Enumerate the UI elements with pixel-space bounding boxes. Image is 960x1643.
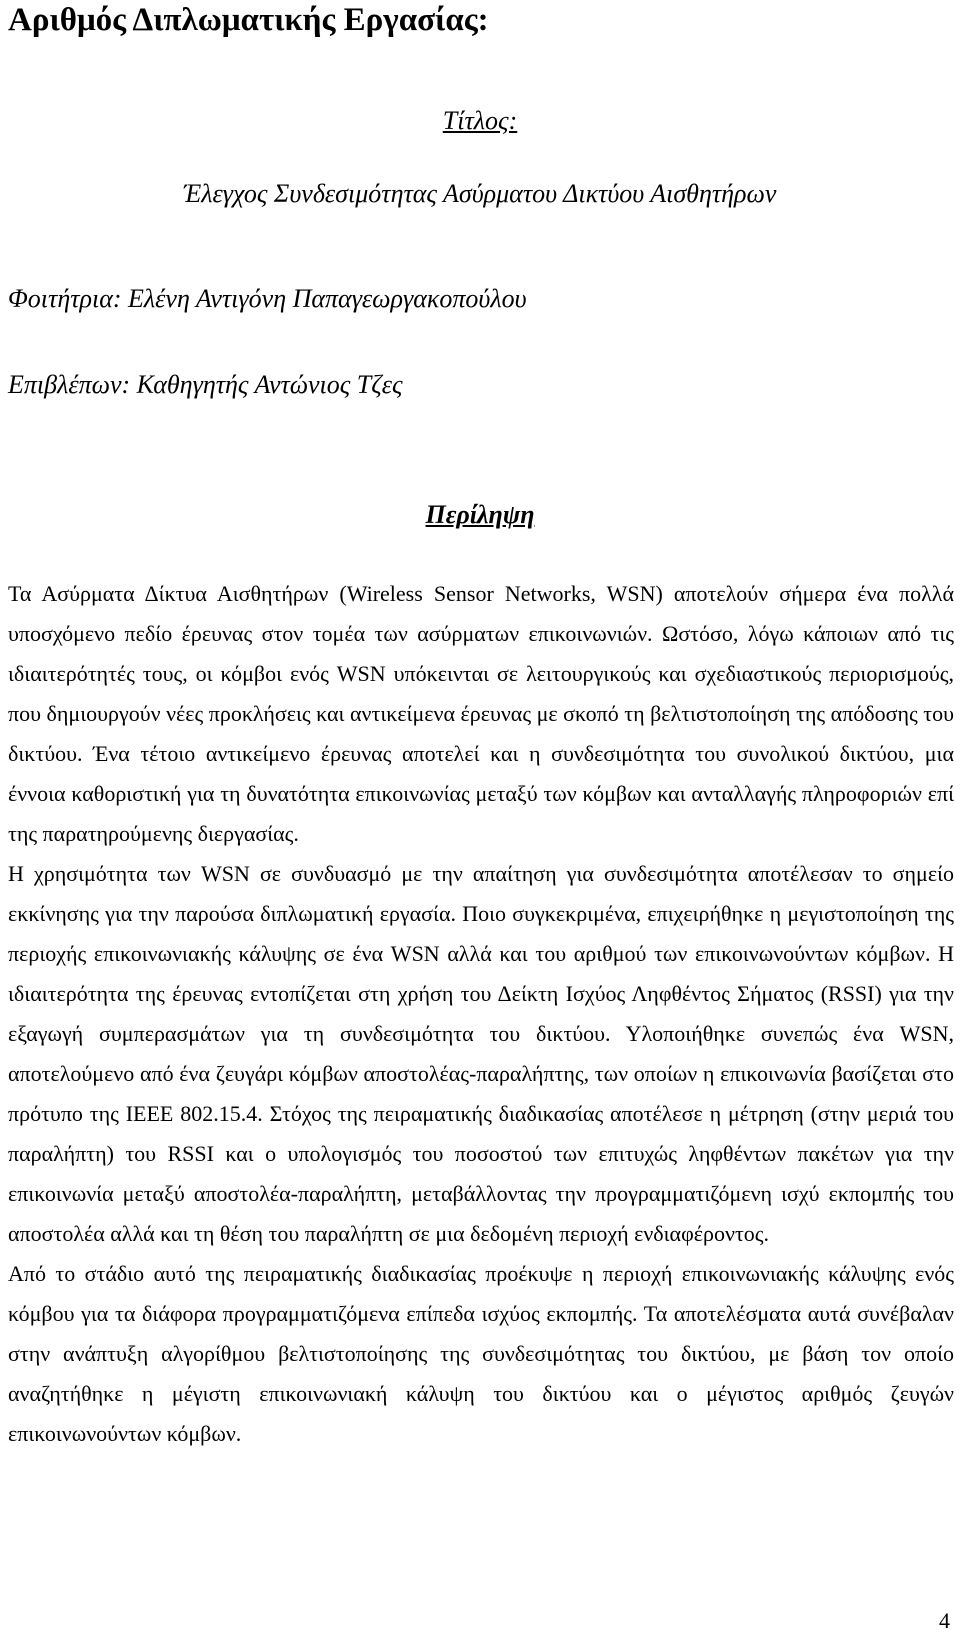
student-line: Φοιτήτρια: Ελένη Αντιγόνη Παπαγεωργακοπούλου [8,284,527,313]
abstract-paragraph: Από το στάδιο αυτό της πειραματικής διαδικασίας προέκυψε η περιοχή επικοινωνιακής κάλυψης ενός κόμβου για τα διάφορα προγραμματιζόμενα επίπεδα ισχύος εκπομπής. Τα αποτελέσματα αυτά συνέβαλαν στην ανάπτυξη αλγορίθμου βελτιστοποίησης της συνδεσιμότητας του δικτύου, με βάση τον οποίο αναζητήθηκε η μέγιστη επικοινωνιακή κάλυψη του δικτύου και ο μέγιστος αριθμός ζευγών επικοινωνούντων κόμβων. [8,1261,954,1446]
page-number: 4 [939,1608,950,1633]
abstract-paragraph: Η χρησιμότητα των WSN σε συνδυασμό με την απαίτηση για συνδεσιμότητα αποτέλεσαν το σημείο εκκίνησης για την παρούσα διπλωματική εργασία. Ποιο συγκεκριμένα, επιχειρήθηκε η μεγιστοποίηση της περιοχής επικοινωνιακής κάλυψης σε ένα WSN αλλά και του αριθμού των επικοινωνούντων κόμβων. Η ιδιαιτερότητα της έρευνας εντοπίζεται στη χρήση του Δείκτη Ισχύος Ληφθέντος Σήματος (RSSI) για την εξαγωγή συμπερασμάτων για τη συνδεσιμότητα του δικτύου. Υλοποιήθηκε συνεπώς ένα WSN, αποτελούμενο από ένα ζευγάρι κόμβων αποστολέας-παραλήπτης, των οποίων η επικοινωνία βασίζεται στο πρότυπο της IEEE 802.15.4. Στόχος της πειραματικής διαδικασίας αποτέλεσε η μέτρηση (στην μεριά του παραλήπτη) του RSSI και ο υπολογισμός του ποσοστού των επιτυχώς ληφθέντων πακέτων για την επικοινωνία μεταξύ αποστολέα-παραλήπτη, μεταβάλλοντας την προγραμματιζόμενη ισχύ εκπομπής του αποστολέα αλλά και τη θέση του παραλήπτη σε μια δεδομένη περιοχή ενδιαφέροντος. [8,861,954,1246]
thesis-number-label: Αριθμός Διπλωματικής Εργασίας: [8,2,489,38]
thesis-title: Έλεγχος Συνδεσιμότητας Ασύρματου Δικτύου Αισθητήρων [183,179,777,208]
abstract-paragraph: Τα Ασύρματα Δίκτυα Αισθητήρων (Wireless Sensor Networks, WSN) αποτελούν σήμερα ένα πολλά υποσχόμενο πεδίο έρευνας στον τομέα των ασύρματων επικοινωνιών. Ωστόσο, λόγω κάποιων από τις ιδιαιτερότητές τους, οι κόμβοι ενός WSN υπόκεινται σε λειτουργικούς και σχεδιαστικούς περιορισμούς, που δημιουργούν νέες προκλήσεις και αντικείμενα έρευνας με σκοπό τη βελτιστοποίηση της απόδοσης του δικτύου. Ένα τέτοιο αντικείμενο έρευνας αποτελεί και η συνδεσιμότητα του συνολικού δικτύου, μια έννοια καθοριστική για τη δυνατότητα επικοινωνίας μεταξύ των κόμβων και ανταλλαγής πληροφοριών επί της παρατηρούμενης διεργασίας. [8,581,954,846]
abstract-body [8,574,954,1454]
abstract-heading: Περίληψη [425,500,535,529]
supervisor-line: Επιβλέπων: Καθηγητής Αντώνιος Τζες [8,370,403,399]
title-label: Τίτλος: [442,106,518,135]
